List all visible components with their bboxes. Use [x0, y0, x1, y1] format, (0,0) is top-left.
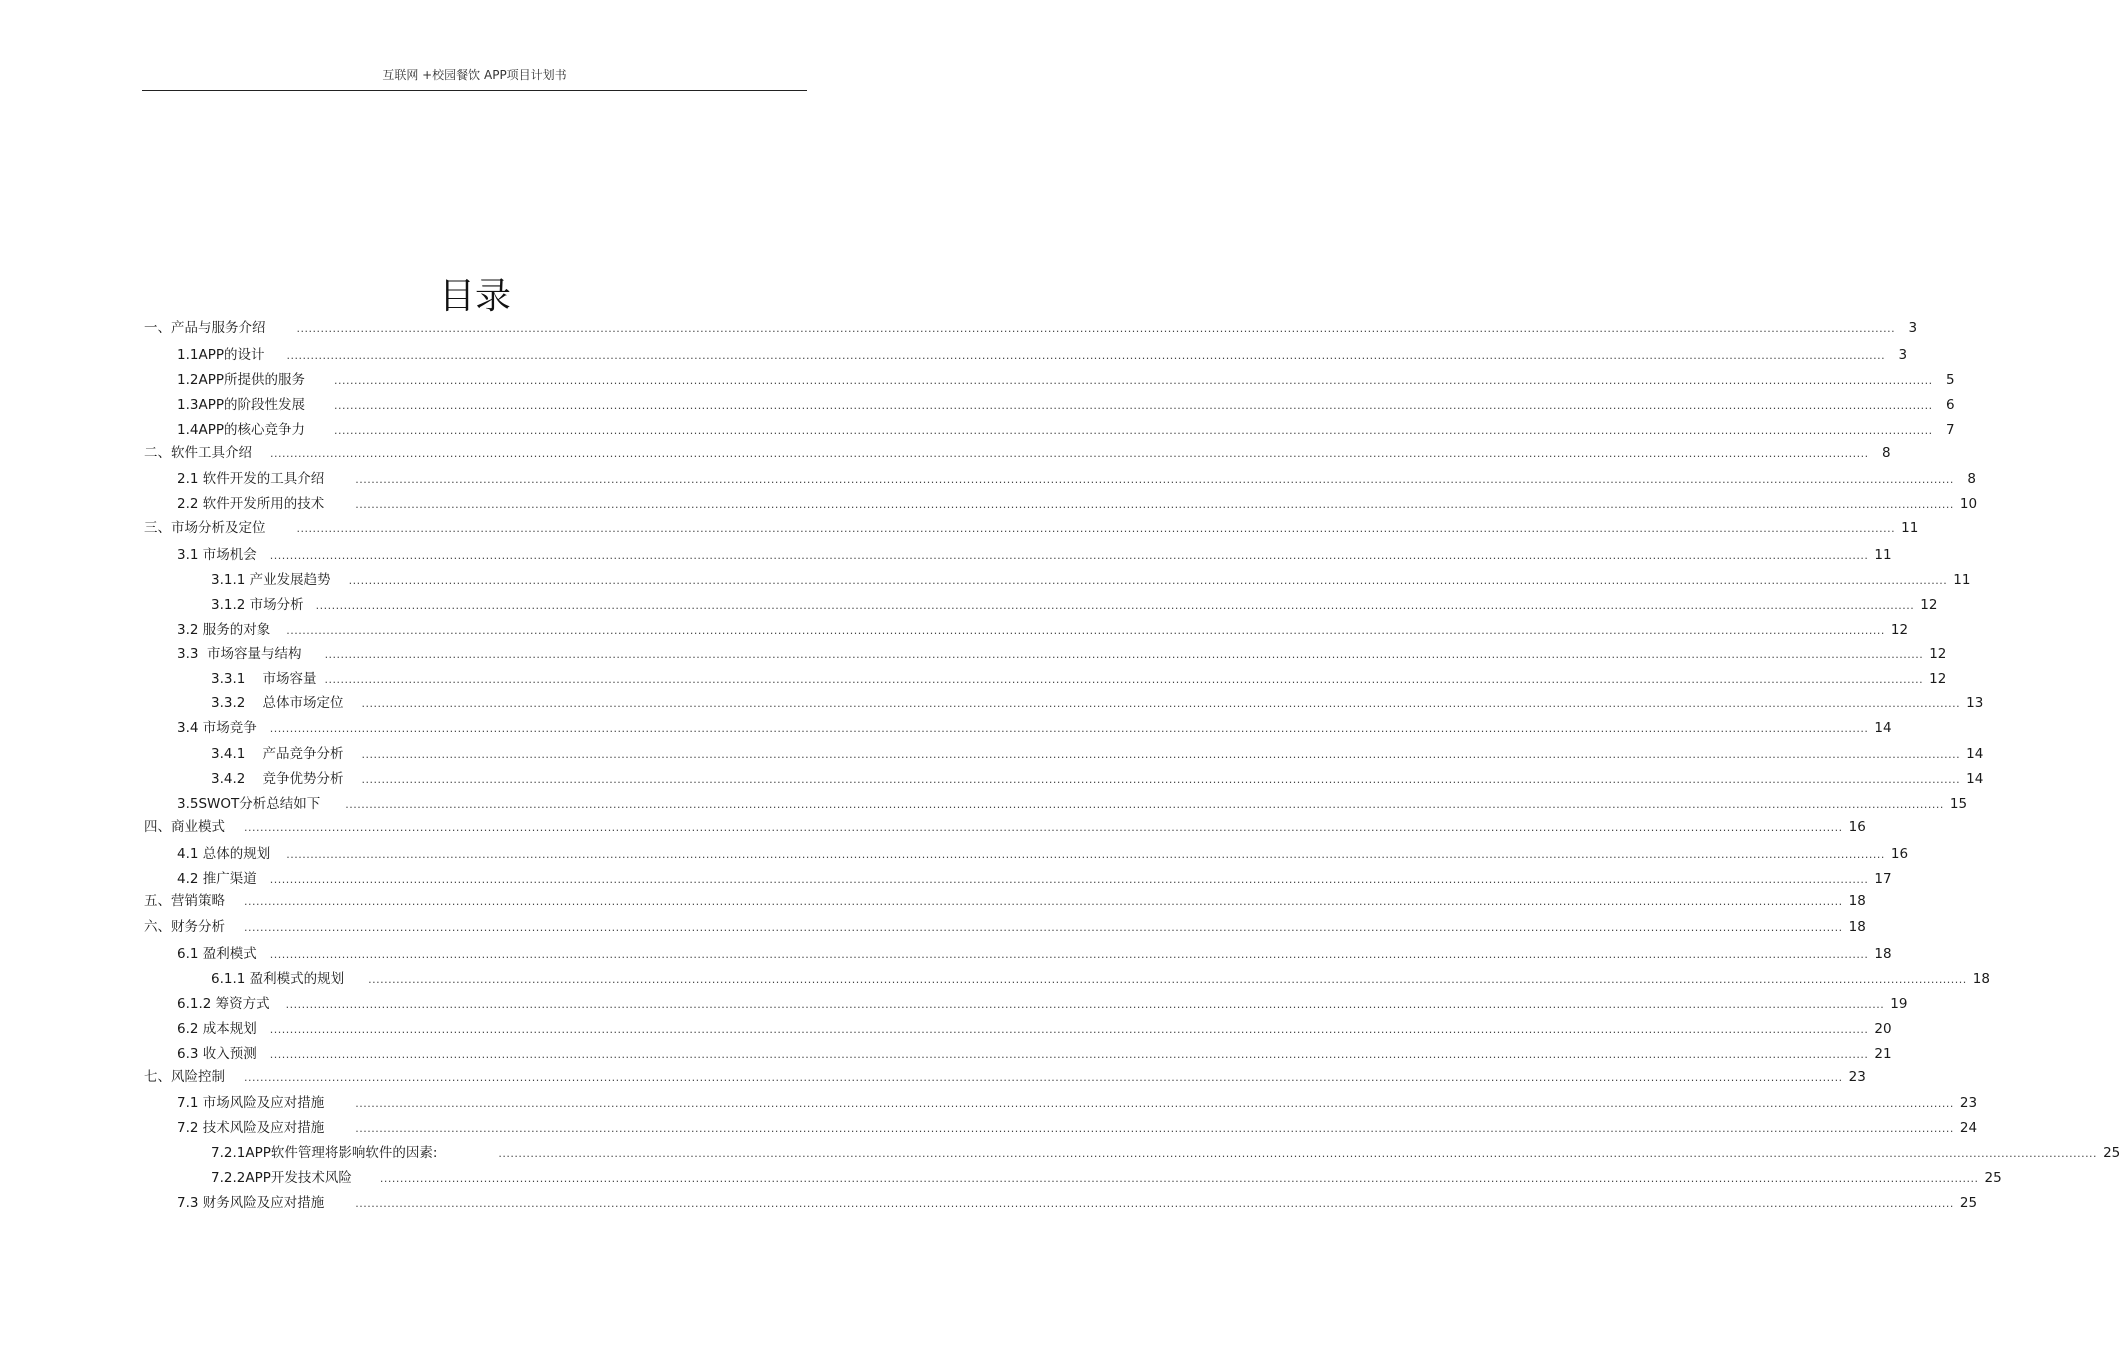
toc-page-number: 5 [1946, 372, 1955, 388]
toc-entry-label: 六、财务分析 [144, 919, 225, 935]
toc-page-number: 10 [1959, 496, 1978, 512]
toc-entry[interactable] [144, 917, 1866, 937]
toc-page-number: 11 [1874, 547, 1892, 563]
toc-entry-label: 6.2 成本规划 [177, 1021, 257, 1037]
toc-page-number: 7 [1946, 422, 1955, 438]
toc-entry[interactable] [177, 844, 1909, 864]
toc-leader-dots: ................................................................................................................................................................................................................................................................................................................................................................................................................ [334, 374, 1933, 387]
toc-entry[interactable] [144, 1067, 1866, 1087]
toc-entry[interactable] [177, 718, 1892, 738]
toc-entry-label: 3.2 服务的对象 [177, 622, 271, 638]
toc-entry[interactable] [211, 1143, 2120, 1163]
toc-page-number: 3 [1898, 347, 1908, 363]
toc-entry-label: 3.3 市场容量与结构 [177, 646, 302, 662]
toc-page-number: 18 [1848, 893, 1866, 909]
toc-entry-label: 3.1.1 产业发展趋势 [211, 572, 331, 588]
toc-page-number: 6 [1946, 397, 1955, 413]
toc-leader-dots: ................................................................................................................................................................................................................................................................................................................................................................................................................ [334, 424, 1933, 437]
toc-leader-dots: ................................................................................................................................................................................................................................................................................................................................................................................................................ [498, 1147, 2098, 1160]
toc-page-number: 17 [1874, 871, 1892, 887]
toc-leader-dots: ................................................................................................................................................................................................................................................................................................................................................................................................................ [244, 895, 1843, 908]
toc-page-number: 23 [1959, 1095, 1978, 1111]
toc-page-number: 25 [1984, 1170, 2002, 1186]
toc-entry[interactable] [177, 494, 1978, 514]
toc-entry[interactable] [177, 395, 1955, 415]
toc-leader-dots: ................................................................................................................................................................................................................................................................................................................................................................................................................ [269, 873, 1869, 886]
toc-page-number: 19 [1890, 996, 1908, 1012]
toc-leader-dots: ................................................................................................................................................................................................................................................................................................................................................................................................................ [286, 848, 1885, 861]
toc-page-number: 16 [1890, 846, 1909, 862]
toc-leader-dots: ................................................................................................................................................................................................................................................................................................................................................................................................................ [355, 473, 1954, 486]
toc-leader-dots: ................................................................................................................................................................................................................................................................................................................................................................................................................ [348, 574, 1948, 587]
toc-leader-dots: ................................................................................................................................................................................................................................................................................................................................................................................................................ [269, 722, 1869, 735]
toc-page-number: 8 [1967, 471, 1976, 487]
toc-entry-label: 7.3 财务风险及应对措施 [177, 1195, 325, 1211]
toc-leader-dots: ................................................................................................................................................................................................................................................................................................................................................................................................................ [334, 399, 1933, 412]
toc-entry-label: 1.1APP的设计 [177, 347, 265, 363]
toc-leader-dots: ................................................................................................................................................................................................................................................................................................................................................................................................................ [361, 748, 1961, 761]
toc-leader-dots: ................................................................................................................................................................................................................................................................................................................................................................................................................ [270, 447, 1869, 460]
toc-page-number: 14 [1966, 746, 1984, 762]
toc-entry[interactable] [177, 420, 1955, 440]
toc-leader-dots: ................................................................................................................................................................................................................................................................................................................................................................................................................ [269, 1048, 1869, 1061]
toc-entry[interactable] [177, 1019, 1892, 1039]
toc-leader-dots: ................................................................................................................................................................................................................................................................................................................................................................................................................ [355, 498, 1954, 511]
toc-entry[interactable] [177, 345, 1908, 365]
toc-entry[interactable] [177, 869, 1892, 889]
toc-entry-label: 3.3.1 市场容量 [211, 671, 317, 687]
toc-entry-label: 二、软件工具介绍 [144, 445, 252, 461]
toc-leader-dots: ................................................................................................................................................................................................................................................................................................................................................................................................................ [244, 1071, 1843, 1084]
toc-page-number: 24 [1959, 1120, 1978, 1136]
toc-entry-label: 6.3 收入预测 [177, 1046, 257, 1062]
toc-leader-dots: ................................................................................................................................................................................................................................................................................................................................................................................................................ [345, 798, 1944, 811]
toc-page-number: 15 [1949, 796, 1968, 812]
toc-leader-dots: ................................................................................................................................................................................................................................................................................................................................................................................................................ [324, 648, 1924, 661]
toc-leader-dots: ................................................................................................................................................................................................................................................................................................................................................................................................................ [269, 1023, 1869, 1036]
toc-page-number: 12 [1929, 646, 1947, 662]
toc-leader-dots: ................................................................................................................................................................................................................................................................................................................................................................................................................ [296, 322, 1896, 335]
toc-entry[interactable] [211, 969, 1990, 989]
toc-leader-dots: ................................................................................................................................................................................................................................................................................................................................................................................................................ [244, 821, 1843, 834]
toc-leader-dots: ................................................................................................................................................................................................................................................................................................................................................................................................................ [285, 998, 1885, 1011]
toc-page-number: 18 [1848, 919, 1866, 935]
toc-entry-label: 四、商业模式 [144, 819, 225, 835]
toc-leader-dots: ................................................................................................................................................................................................................................................................................................................................................................................................................ [315, 599, 1915, 612]
toc-entry[interactable] [211, 744, 1984, 764]
toc-entry[interactable] [177, 370, 1955, 390]
header-divider [142, 90, 807, 91]
toc-page-number: 18 [1874, 946, 1892, 962]
toc-entry-label: 一、产品与服务介绍 [144, 320, 266, 336]
toc-page-number: 23 [1848, 1069, 1866, 1085]
toc-entry[interactable] [144, 518, 1919, 538]
toc-leader-dots: ................................................................................................................................................................................................................................................................................................................................................................................................................ [361, 773, 1961, 786]
toc-entry-label: 6.1 盈利模式 [177, 946, 257, 962]
toc-leader-dots: ................................................................................................................................................................................................................................................................................................................................................................................................................ [269, 948, 1869, 961]
toc-entry-label: 7.2.2APP开发技术风险 [211, 1170, 352, 1186]
running-header: 互联网 +校园餐饮 APP项目计划书 [382, 68, 567, 82]
toc-entry-label: 7.1 市场风险及应对措施 [177, 1095, 325, 1111]
toc-entry[interactable] [177, 1093, 1978, 1113]
toc-entry-label: 五、营销策略 [144, 893, 225, 909]
toc-entry-label: 3.4.2 竞争优势分析 [211, 771, 344, 787]
toc-page-number: 16 [1848, 819, 1866, 835]
toc-page-number: 18 [1972, 971, 1990, 987]
toc-entry-label: 4.2 推广渠道 [177, 871, 257, 887]
toc-entry[interactable] [211, 570, 1971, 590]
toc-leader-dots: ................................................................................................................................................................................................................................................................................................................................................................................................................ [361, 697, 1961, 710]
toc-entry[interactable] [144, 891, 1866, 911]
page-title: 目录 [438, 276, 511, 317]
toc-entry-label: 2.1 软件开发的工具介绍 [177, 471, 325, 487]
toc-entry[interactable] [177, 944, 1892, 964]
toc-entry[interactable] [177, 994, 1908, 1014]
toc-leader-dots: ................................................................................................................................................................................................................................................................................................................................................................................................................ [368, 973, 1967, 986]
toc-page-number: 14 [1966, 771, 1984, 787]
toc-leader-dots: ................................................................................................................................................................................................................................................................................................................................................................................................................ [286, 624, 1885, 637]
toc-entry-label: 七、风险控制 [144, 1069, 225, 1085]
toc-leader-dots: ................................................................................................................................................................................................................................................................................................................................................................................................................ [269, 549, 1869, 562]
toc-page-number: 21 [1874, 1046, 1892, 1062]
toc-entry[interactable] [177, 1118, 1978, 1138]
toc-entry-label: 1.2APP所提供的服务 [177, 372, 305, 388]
toc-entry-label: 3.1 市场机会 [177, 547, 257, 563]
toc-page-number: 3 [1908, 320, 1918, 336]
toc-page-number: 11 [1901, 520, 1919, 536]
toc-entry-label: 3.5SWOT分析总结如下 [177, 796, 321, 812]
toc-page-number: 11 [1953, 572, 1971, 588]
toc-page-number: 20 [1874, 1021, 1892, 1037]
toc-entry[interactable] [177, 620, 1909, 640]
toc-page-number: 25 [2103, 1145, 2120, 1161]
toc-entry-label: 7.2.1APP软件管理将影响软件的因素: [211, 1145, 438, 1161]
toc-entry-label: 3.1.2 市场分析 [211, 597, 304, 613]
toc-entry[interactable] [177, 469, 1976, 489]
toc-entry[interactable] [177, 644, 1947, 664]
toc-page-number: 14 [1874, 720, 1892, 736]
toc-entry[interactable] [211, 693, 1984, 713]
toc-entry[interactable] [211, 1168, 2002, 1188]
toc-entry[interactable] [144, 817, 1866, 837]
toc-entry-label: 3.3.2 总体市场定位 [211, 695, 344, 711]
toc-entry-label: 三、市场分析及定位 [144, 520, 266, 536]
toc-leader-dots: ................................................................................................................................................................................................................................................................................................................................................................................................................ [324, 673, 1924, 686]
toc-page-number: 8 [1882, 445, 1891, 461]
toc-entry-label: 3.4.1 产品竞争分析 [211, 746, 344, 762]
toc-entry[interactable] [177, 545, 1892, 565]
toc-entry[interactable] [177, 1193, 1978, 1213]
toc-leader-dots: ................................................................................................................................................................................................................................................................................................................................................................................................................ [296, 522, 1896, 535]
toc-entry[interactable] [177, 794, 1968, 814]
toc-page-number: 12 [1890, 622, 1909, 638]
toc-leader-dots: ................................................................................................................................................................................................................................................................................................................................................................................................................ [244, 921, 1843, 934]
toc-entry[interactable] [211, 769, 1984, 789]
toc-entry-label: 6.1.2 筹资方式 [177, 996, 270, 1012]
toc-entry-label: 3.4 市场竞争 [177, 720, 257, 736]
toc-page-number: 25 [1959, 1195, 1978, 1211]
toc-entry-label: 1.3APP的阶段性发展 [177, 397, 305, 413]
toc-entry[interactable] [211, 595, 1938, 615]
toc-entry[interactable] [177, 1044, 1892, 1064]
toc-leader-dots: ................................................................................................................................................................................................................................................................................................................................................................................................................ [286, 349, 1886, 362]
toc-entry[interactable] [144, 443, 1891, 463]
toc-page-number: 12 [1929, 671, 1947, 687]
toc-entry-label: 2.2 软件开发所用的技术 [177, 496, 325, 512]
toc-leader-dots: ................................................................................................................................................................................................................................................................................................................................................................................................................ [355, 1197, 1954, 1210]
toc-page-number: 13 [1966, 695, 1984, 711]
toc-page-number: 12 [1920, 597, 1938, 613]
toc-entry-label: 6.1.1 盈利模式的规划 [211, 971, 345, 987]
toc-leader-dots: ................................................................................................................................................................................................................................................................................................................................................................................................................ [379, 1172, 1979, 1185]
toc-leader-dots: ................................................................................................................................................................................................................................................................................................................................................................................................................ [355, 1122, 1954, 1135]
toc-entry[interactable] [144, 318, 1918, 338]
toc-entry-label: 1.4APP的核心竞争力 [177, 422, 305, 438]
toc-entry[interactable] [211, 669, 1947, 689]
toc-entry-label: 7.2 技术风险及应对措施 [177, 1120, 325, 1136]
toc-entry-label: 4.1 总体的规划 [177, 846, 271, 862]
toc-leader-dots: ................................................................................................................................................................................................................................................................................................................................................................................................................ [355, 1097, 1954, 1110]
